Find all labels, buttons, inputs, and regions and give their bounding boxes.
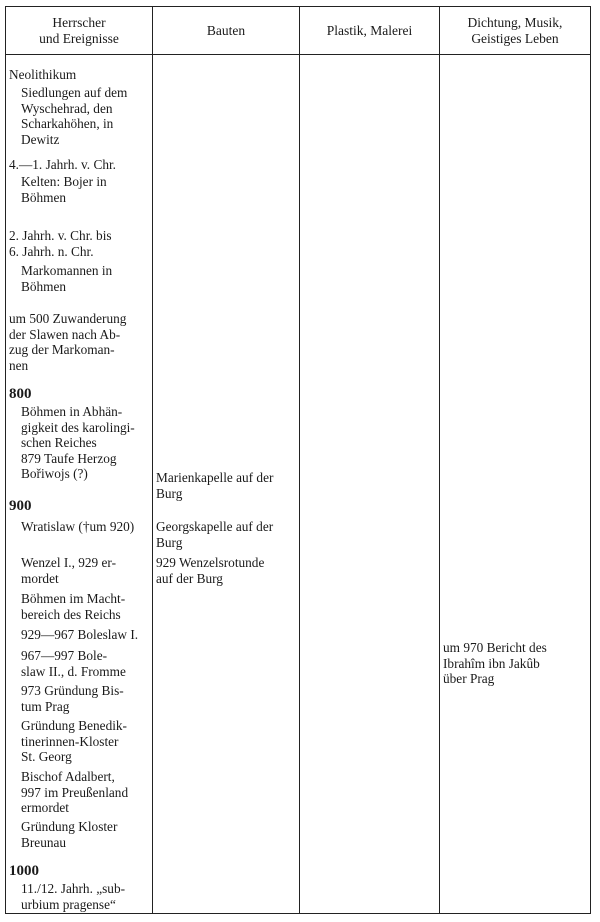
entry-suburbium-text: 11./12. Jahrh. „sub- urbium pragense“ <box>21 881 126 912</box>
entry-machtbereich-text: Böhmen im Macht- bereich des Reichs <box>21 591 126 622</box>
entry-markomannen-text: Markomannen in Böhmen <box>21 263 113 294</box>
bau-georgskapelle: Georgskapelle auf der Burg <box>156 519 274 550</box>
entry-boleslaw2 <box>9 648 154 679</box>
entry-markomannen-date: 2. Jahrh. v. Chr. bis 6. Jahrh. n. Chr. <box>9 228 112 259</box>
entry-markomannen <box>9 263 154 294</box>
bau-marienkapelle: Marienkapelle auf der Burg <box>156 470 274 501</box>
entry-boleslaw2-text: 967—997 Bole- slaw II., d. Fromme <box>21 648 126 679</box>
entry-adalbert-text: Bischof Adalbert, 997 im Preußenland ermordet <box>21 769 129 815</box>
entry-kelten-date: 4.—1. Jahrh. v. Chr. <box>9 157 116 172</box>
entry-siedlungen-text: Siedlungen auf dem Wyschehrad, den Scharkahöhen, in Dewitz <box>21 85 128 147</box>
entry-adalbert <box>9 769 154 816</box>
entry-neolithikum: Neolithikum <box>9 67 77 82</box>
entry-wenzel-text: Wenzel I., 929 er- mordet <box>21 555 117 586</box>
entry-breunau-text: Gründung Kloster Breunau <box>21 819 118 850</box>
header-dichtung: Dichtung, Musik, Geistiges Leben <box>467 14 563 46</box>
chronology-table <box>5 6 591 914</box>
header-bauten: Bauten <box>206 22 246 38</box>
entry-slawen: um 500 Zuwanderung der Slawen nach Ab- zug der Markoman- nen <box>9 311 127 373</box>
entry-benediktinerinnen-text: Gründung Benedik- tinerinnen-Kloster St. Georg <box>21 718 127 764</box>
entry-boleslaw1 <box>9 627 154 643</box>
year-1000: 1000 <box>9 863 39 879</box>
entry-suburbium <box>9 881 154 912</box>
entry-karolingisch <box>9 404 154 482</box>
header-herrscher: Herrscher und Ereignisse <box>39 14 119 46</box>
year-900: 900 <box>9 498 32 514</box>
year-800: 800 <box>9 386 32 402</box>
geist-ibrahim: um 970 Bericht des Ibrahîm ibn Jakûb über Prag <box>443 640 547 686</box>
entry-kelten-text: Kelten: Bojer in Böhmen <box>21 174 107 205</box>
header-plastik: Plastik, Malerei <box>326 22 413 38</box>
entry-wratislaw <box>9 519 154 535</box>
entry-bistum-text: 973 Gründung Bis- tum Prag <box>21 683 124 714</box>
entry-boleslaw1-text: 929—967 Boleslaw I. <box>21 627 139 642</box>
bau-wenzelsrotunde: 929 Wenzelsrotunde auf der Burg <box>156 555 265 586</box>
entry-bistum <box>9 683 154 714</box>
entry-wenzel <box>9 555 154 586</box>
entry-karolingisch-text: Böhmen in Abhän- gigkeit des karolingi- schen Reiches 879 Taufe Herzog Bořiwojs (?) <box>21 404 135 481</box>
entry-siedlungen <box>9 85 154 147</box>
header-divider <box>6 54 590 55</box>
column-divider <box>299 7 300 913</box>
entry-benediktinerinnen <box>9 718 154 765</box>
entry-machtbereich <box>9 591 154 622</box>
column-divider <box>439 7 440 913</box>
entry-kelten <box>9 174 154 205</box>
entry-breunau <box>9 819 154 850</box>
entry-wratislaw-text: Wratislaw (†um 920) <box>21 519 135 534</box>
